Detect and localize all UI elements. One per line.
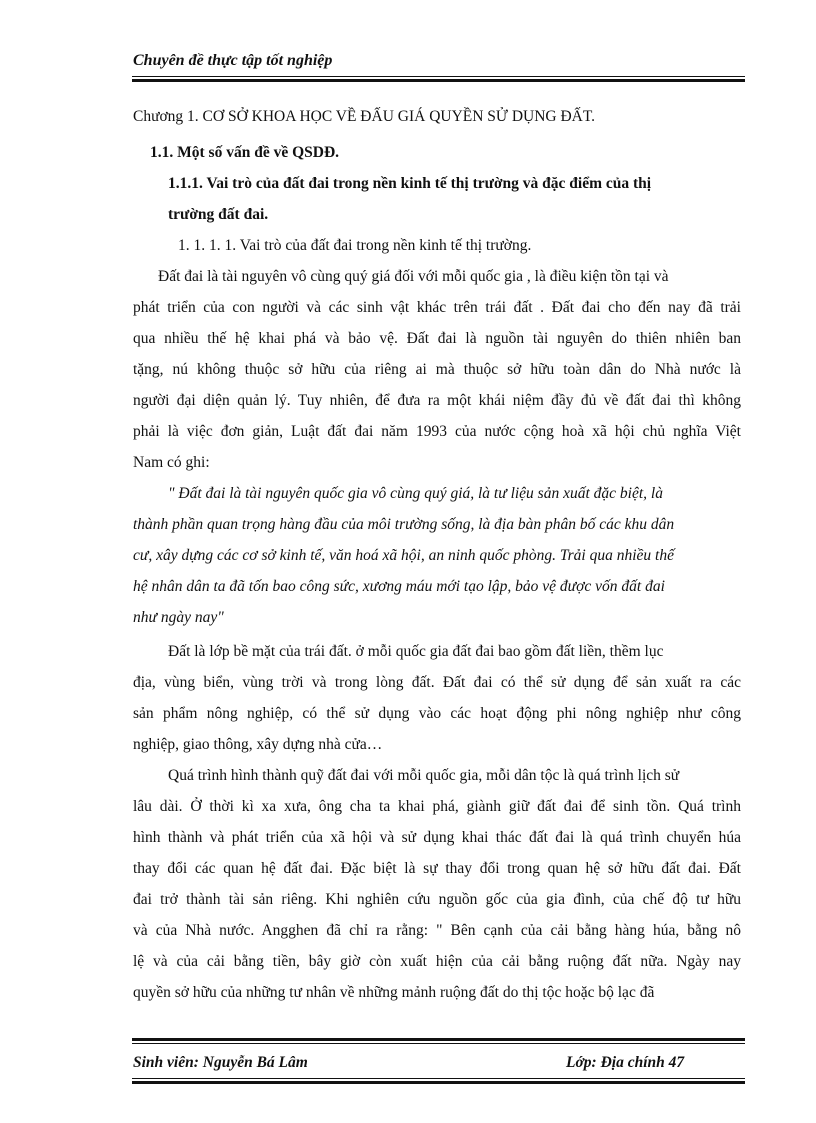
- paragraph-line: lệ và của cải bằng tiền, bây giờ còn xuất hiện của cải bằng ruộng đất nữa. Ngày nay: [133, 953, 741, 970]
- paragraph-line: phát triển của con người và các sinh vật khác trên trái đất . Đất đai cho đến nay đã trải: [133, 299, 741, 316]
- paragraph-line: Nam có ghi:: [133, 454, 210, 471]
- paragraph-line: lâu dài. Ở thời kì xa xưa, ông cha ta khai phá, giành giữ đất đai để sinh tồn. Quá trình: [133, 798, 741, 815]
- paragraph-line: và của Nhà nước. Angghen đã chỉ ra rằng: " Bên cạnh của cải bằng hàng húa, bằng nô: [133, 922, 741, 939]
- header-title: Chuyên đề thực tập tốt nghiệp: [133, 52, 333, 69]
- quote-line: như ngày nay": [133, 609, 224, 626]
- quote-line: hệ nhân dân ta đã tốn bao công sức, xương máu mới tạo lập, bảo vệ được vốn đất đai: [133, 578, 665, 595]
- paragraph-line: địa, vùng biển, vùng trời và trong lòng đất. Đất đai có thể sử dụng để sản xuất ra các: [133, 674, 741, 691]
- header-rule-thin: [132, 76, 745, 77]
- section-1-1-heading: 1.1. Một số vấn đề về QSDĐ.: [150, 144, 340, 161]
- paragraph-line: thay đổi các quan hệ đất đai. Đặc biệt là sự thay đổi trong quan hệ sở hữu đất đai. Đất: [133, 860, 741, 877]
- section-1-1-1-1-heading: 1. 1. 1. 1. Vai trò của đất đai trong nền kinh tế thị trường.: [178, 237, 532, 254]
- footer-student-name: Sinh viên: Nguyễn Bá Lâm: [133, 1054, 308, 1071]
- header-rule-thick: [132, 79, 745, 82]
- paragraph-line: sản phẩm nông nghiệp, có thể sử dụng vào các hoạt động phi nông nghiệp như công: [133, 705, 741, 722]
- paragraph-line: Đất đai là tài nguyên vô cùng quý giá đối với mỗi quốc gia , là điều kiện tồn tại và: [158, 268, 669, 285]
- paragraph-line: người đại diện quản lý. Tuy nhiên, để đưa ra một khái niệm đầy đủ về đất đai thì không: [133, 392, 741, 409]
- quote-line: cư, xây dựng các cơ sở kinh tế, văn hoá xã hội, an ninh quốc phòng. Trải qua nhiều thế: [133, 547, 674, 564]
- paragraph-line: Đất là lớp bề mặt của trái đất. ở mỗi quốc gia đất đai bao gồm đất liền, thềm lục: [168, 643, 664, 660]
- paragraph-line: tặng, nú không thuộc sở hữu của riêng ai mà thuộc sở hữu toàn dân do Nhà nước là: [133, 361, 741, 378]
- footer-rule-thin: [132, 1043, 745, 1044]
- footer-bottom-rule-thin: [132, 1078, 745, 1079]
- paragraph-line: quyền sở hữu của những tư nhân về những mảnh ruộng đất do thị tộc hoặc bộ lạc đã: [133, 984, 655, 1001]
- quote-line: thành phần quan trọng hàng đầu của môi trường sống, là địa bàn phân bố các khu dân: [133, 516, 675, 533]
- paragraph-line: qua nhiều thế hệ khai phá và bảo vệ. Đất đai là nguồn tài nguyên do thiên nhiên ban: [133, 330, 741, 347]
- quote-line: " Đất đai là tài nguyên quốc gia vô cùng quý giá, là tư liệu sản xuất đặc biệt, là: [168, 485, 663, 502]
- paragraph-line: phải là việc đơn giản, Luật đất đai năm 1993 của nước cộng hoà xã hội chủ nghĩa Việt: [133, 423, 741, 440]
- section-1-1-1-heading-line1: 1.1.1. Vai trò của đất đai trong nền kinh tế thị trường và đặc điểm của thị: [168, 175, 652, 192]
- paragraph-line: đai trở thành tài sản riêng. Khi nghiên cứu nguồn gốc của gia đình, của chế độ tư hữu: [133, 891, 741, 908]
- chapter-title: Chương 1. CƠ SỞ KHOA HỌC VỀ ĐẤU GIÁ QUYỀN SỬ DỤNG ĐẤT.: [133, 108, 596, 125]
- footer-rule-thick: [132, 1038, 745, 1041]
- footer-bottom-rule-thick: [132, 1081, 745, 1084]
- paragraph-line: nghiệp, giao thông, xây dựng nhà cửa…: [133, 736, 383, 753]
- section-1-1-1-heading-line2: trường đất đai.: [168, 206, 269, 223]
- paragraph-line: Quá trình hình thành quỹ đất đai với mỗi quốc gia, mỗi dân tộc là quá trình lịch sử: [168, 767, 680, 784]
- footer-class: Lớp: Địa chính 47: [566, 1054, 685, 1071]
- paragraph-line: hình thành và phát triển của xã hội và sử dụng khai thác đất đai là quá trình chuyển húa: [133, 829, 741, 846]
